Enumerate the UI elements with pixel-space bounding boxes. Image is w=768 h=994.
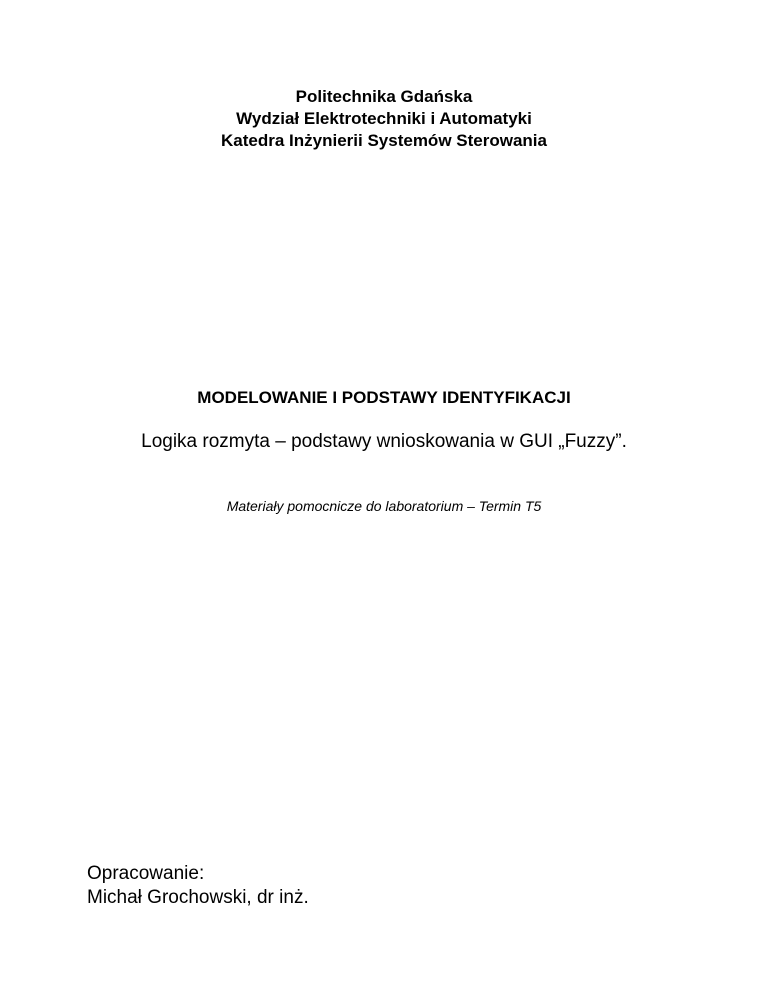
document-subtitle: Logika rozmyta – podstawy wnioskowania w GUI „Fuzzy”. xyxy=(141,431,627,452)
author-label: Opracowanie: xyxy=(87,863,205,884)
course-title: MODELOWANIE I PODSTAWY IDENTYFIKACJI xyxy=(197,388,571,407)
materials-note: Materiały pomocnicze do laboratorium – Termin T5 xyxy=(226,498,542,514)
author-block xyxy=(87,862,309,910)
institution-header xyxy=(0,86,768,152)
university-name: Politechnika Gdańska xyxy=(295,87,473,106)
department-name: Katedra Inżynierii Systemów Sterowania xyxy=(221,131,547,150)
faculty-name: Wydział Elektrotechniki i Automatyki xyxy=(236,109,532,128)
author-name: Michał Grochowski, dr inż. xyxy=(87,887,309,908)
